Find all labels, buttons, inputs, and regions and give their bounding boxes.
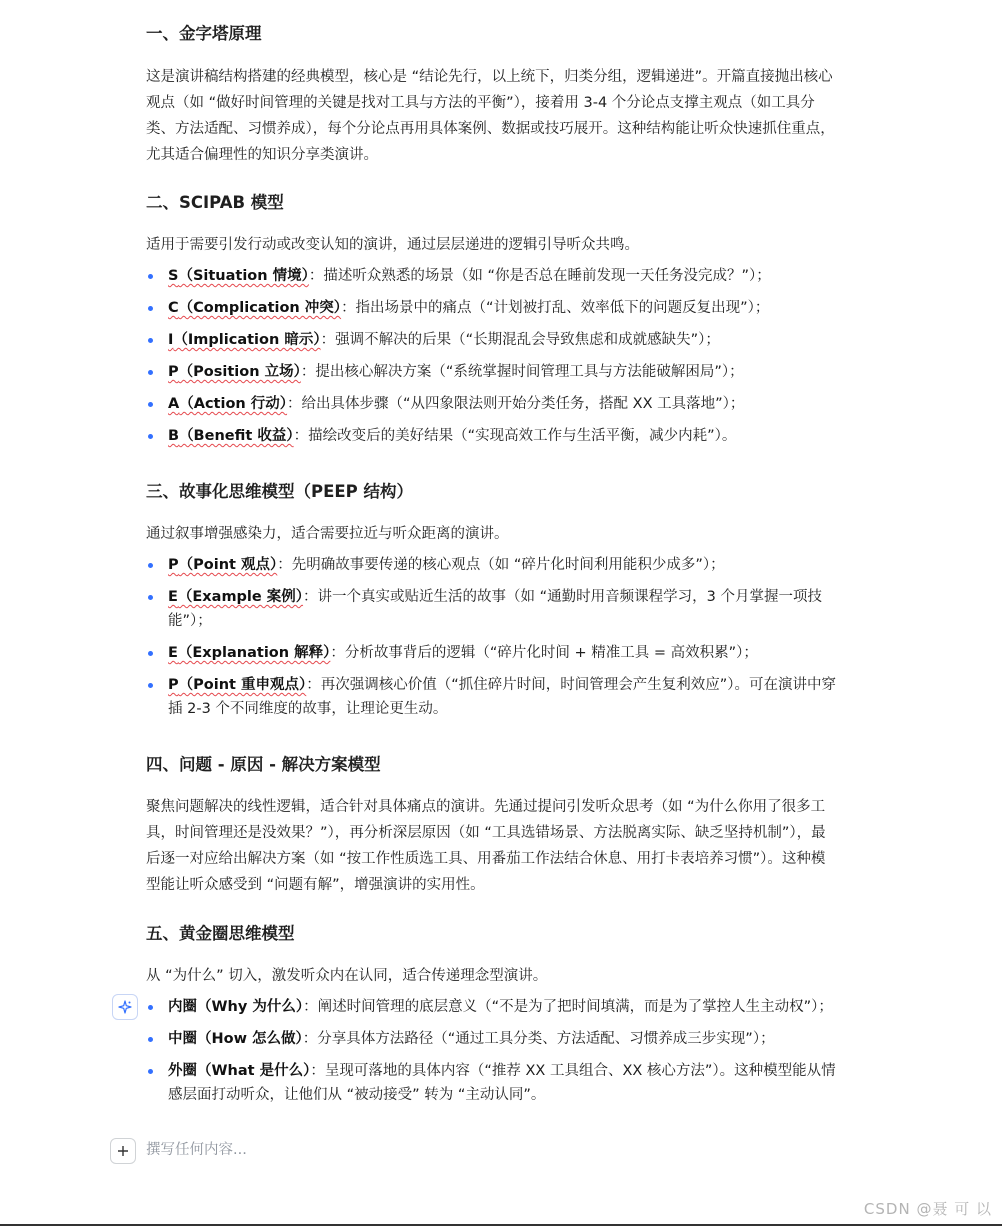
list-item xyxy=(146,641,846,665)
item-term: （Point 重申观点） xyxy=(178,677,307,693)
bullet-icon xyxy=(148,1037,153,1042)
sparkle-icon xyxy=(118,1000,132,1014)
item-letter: S xyxy=(168,268,179,284)
bullet-icon xyxy=(148,683,153,688)
paragraph-problem-cause-solution: 聚焦问题解决的线性逻辑，适合针对具体痛点的演讲。先通过提问引发听众思考（如 “为什么你用了很多工具，时间管理还是没效果？”），再分析深层原因（如 “工具选错场景、方法脱离实际、缺乏坚持机制”），最后逐一对应给出解决方案（如 “按工作性质选工具、用番茄工作法结合休息、用打卡表培养习惯”）。这种模型能让听众感受到 “问题有解”，增强演讲的实用性。 xyxy=(146,799,826,893)
plus-icon xyxy=(117,1145,129,1157)
item-text: ：描述听众熟悉的场景（如 “你是否总在睡前发现一天任务没完成？”）； xyxy=(308,268,771,284)
item-letter: A xyxy=(168,396,180,412)
list-item xyxy=(146,424,846,448)
item-letter: C xyxy=(168,300,179,316)
paragraph-pyramid: 这是演讲稿结构搭建的经典模型，核心是 “结论先行，以上统下，归类分组，逻辑递进”。开篇直接抛出核心观点（如 “做好时间管理的关键是找对工具与方法的平衡”），接着用 3-4 个分论点支撑主观点（如工具分类、方法适配、习惯养成），每个分论点再用具体案例、数据或技巧展开。这种结构能让听众快速抓住重点，尤其适合偏理性的知识分享类演讲。 xyxy=(146,69,835,163)
item-term: （Benefit 收益） xyxy=(179,428,294,444)
item-letter: P xyxy=(168,557,179,573)
item-text: ：指出场景中的痛点（“计划被打乱、效率低下的问题反复出现”）； xyxy=(341,300,770,316)
list-golden-circle xyxy=(146,995,846,1115)
bullet-icon xyxy=(148,651,153,656)
bullet-icon xyxy=(148,434,153,439)
item-term: （Explanation 解释） xyxy=(177,645,331,661)
ai-assistant-button[interactable] xyxy=(112,994,138,1020)
item-term: （Position 立场） xyxy=(178,364,301,380)
item-letter: B xyxy=(168,428,180,444)
bullet-icon xyxy=(148,595,153,600)
bullet-icon xyxy=(148,563,153,568)
item-term: 外圈（What 是什么） xyxy=(168,1063,311,1079)
list-item xyxy=(146,360,846,384)
item-text: ：呈现可落地的具体内容（“推荐 XX 工具组合、XX 核心方法”）。这种模型能从情感层面打动听众，让他们从 “被动接受” 转为 “主动认同”。 xyxy=(168,1063,836,1103)
bullet-icon xyxy=(148,402,153,407)
item-term: （Implication 暗示） xyxy=(173,332,321,348)
bullet-icon xyxy=(148,370,153,375)
list-item xyxy=(146,392,846,416)
list-item xyxy=(146,585,846,633)
list-item xyxy=(146,995,846,1019)
bullet-icon xyxy=(148,1069,153,1074)
list-item xyxy=(146,673,846,721)
heading-pyramid: 一、金字塔原理 xyxy=(146,24,262,43)
bullet-icon xyxy=(148,306,153,311)
item-term: （Complication 冲突） xyxy=(178,300,342,316)
heading-problem-cause-solution: 四、问题 - 原因 - 解决方案模型 xyxy=(146,755,381,774)
item-term: （Action 行动） xyxy=(179,396,288,412)
item-term: （Example 案例） xyxy=(177,589,304,605)
item-letter: E xyxy=(168,589,178,605)
list-item xyxy=(146,1027,846,1051)
item-text: ：讲一个真实或贴近生活的故事（如 “通勤时用音频课程学习，3 个月掌握一项技能”）； xyxy=(168,589,822,629)
item-text: ：提出核心解决方案（“系统掌握时间管理工具与方法能破解困局”）； xyxy=(300,364,744,380)
bullet-icon xyxy=(148,274,153,279)
item-letter: E xyxy=(168,645,178,661)
heading-peep: 三、故事化思维模型（PEEP 结构） xyxy=(146,482,413,501)
list-item xyxy=(146,264,846,288)
editor-input-placeholder[interactable]: 撰写任何内容... xyxy=(146,1142,247,1158)
heading-golden-circle: 五、黄金圈思维模型 xyxy=(146,924,295,943)
item-letter: I xyxy=(168,332,174,348)
item-letter: P xyxy=(168,677,179,693)
item-term: （Situation 情境） xyxy=(178,268,309,284)
item-text: ：阐述时间管理的底层意义（“不是为了把时间填满，而是为了掌控人生主动权”）； xyxy=(303,999,833,1015)
intro-peep: 通过叙事增强感染力，适合需要拉近与听众距离的演讲。 xyxy=(146,526,509,542)
intro-golden-circle: 从 “为什么” 切入，激发听众内在认同，适合传递理念型演讲。 xyxy=(146,968,548,984)
item-term: 内圈（Why 为什么） xyxy=(168,999,304,1015)
list-item xyxy=(146,328,846,352)
item-text: ：描绘改变后的美好结果（“实现高效工作与生活平衡，减少内耗”）。 xyxy=(293,428,737,444)
item-text: ：再次强调核心价值（“抓住碎片时间，时间管理会产生复利效应”）。可在演讲中穿插 2-3 个不同维度的故事，让理论更生动。 xyxy=(168,677,837,717)
list-peep xyxy=(146,553,846,729)
list-item xyxy=(146,296,846,320)
intro-scipab: 适用于需要引发行动或改变认知的演讲，通过层层递进的逻辑引导听众共鸣。 xyxy=(146,237,639,253)
bullet-icon xyxy=(148,1005,153,1010)
item-text: ：分享具体方法路径（“通过工具分类、方法适配、习惯养成三步实现”）； xyxy=(302,1031,775,1047)
add-block-button[interactable] xyxy=(110,1138,136,1164)
item-text: ：先明确故事要传递的核心观点（如 “碎片化时间利用能积少成多”）； xyxy=(277,557,725,573)
item-text: ：强调不解决的后果（“长期混乱会导致焦虑和成就感缺失”）； xyxy=(320,332,720,348)
bullet-icon xyxy=(148,338,153,343)
item-text: ：给出具体步骤（“从四象限法则开始分类任务，搭配 XX 工具落地”）； xyxy=(287,396,745,412)
item-text: ：分析故事背后的逻辑（“碎片化时间 + 精准工具 = 高效积累”）； xyxy=(330,645,758,661)
list-scipab xyxy=(146,264,846,456)
list-item xyxy=(146,553,846,577)
item-term: （Point 观点） xyxy=(178,557,278,573)
item-letter: P xyxy=(168,364,179,380)
list-item xyxy=(146,1059,846,1107)
item-term: 中圈（How 怎么做） xyxy=(168,1031,303,1047)
heading-scipab: 二、SCIPAB 模型 xyxy=(146,193,284,212)
watermark: CSDN @聂 可 以 xyxy=(863,1200,992,1218)
